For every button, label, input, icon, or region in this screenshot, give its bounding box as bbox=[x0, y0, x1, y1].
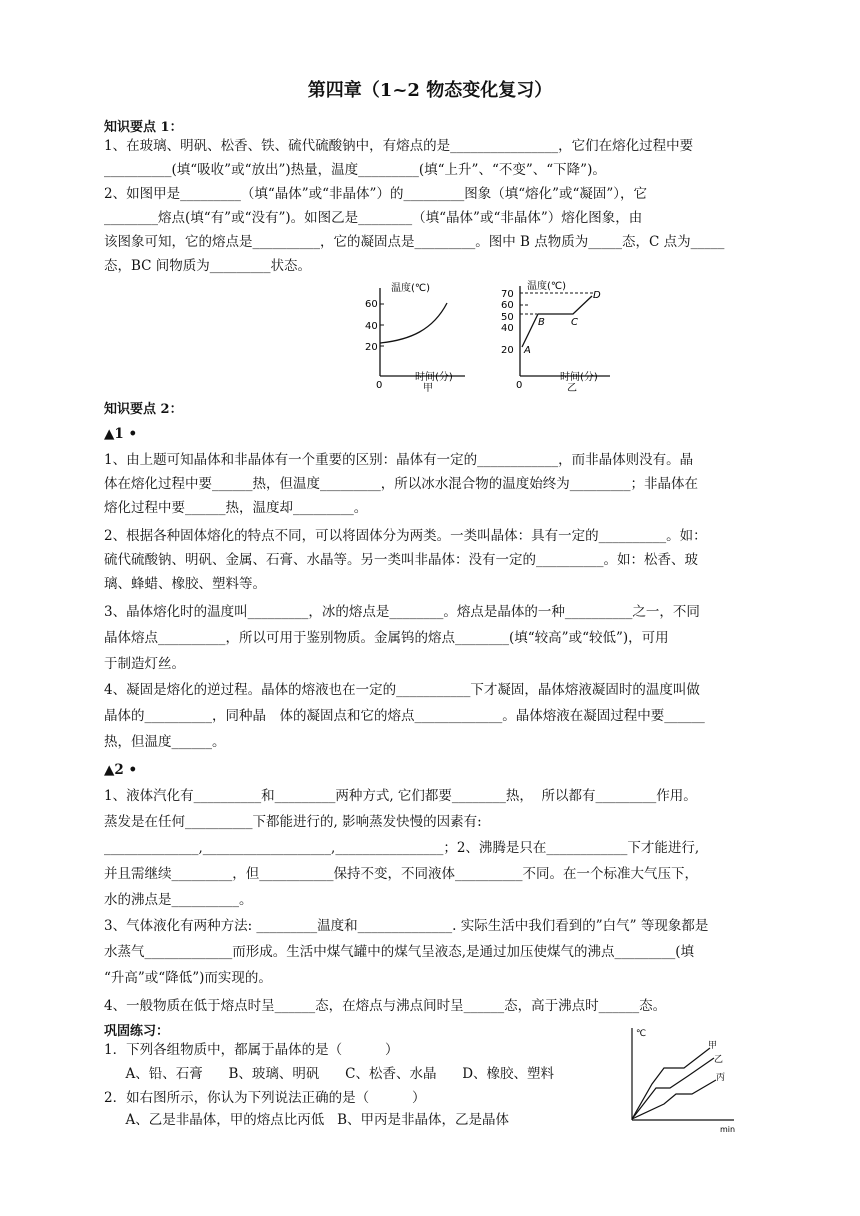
figure-question-yunit: ℃ bbox=[636, 1029, 647, 1039]
series-label-jia: 甲 bbox=[708, 1041, 718, 1051]
text-line: 熔化过程中要______热，温度却_________。 bbox=[104, 500, 368, 516]
text-line: ______________,___________________,________________；2、沸腾是只在____________下才能进行, bbox=[104, 840, 700, 856]
point-label-b: B bbox=[538, 317, 545, 328]
tick-label: 40 bbox=[501, 323, 514, 334]
tick-label: 20 bbox=[501, 345, 514, 356]
point-label-c: C bbox=[571, 317, 578, 328]
section-heading-1: 知识要点 1： bbox=[104, 120, 183, 135]
text-line: ________熔点(填“有”或“没有”)。如图乙是________（填“晶体”或“非晶体”）熔化图象，由 bbox=[104, 210, 643, 226]
figure-question-xunit: min bbox=[720, 1125, 736, 1134]
question-line: 1．下列各组物质中，都属于晶体的是（ ） bbox=[104, 1042, 399, 1058]
subsection-marker-1: ▲1 • bbox=[104, 426, 138, 442]
text-line: 体在熔化过程中要______热，但温度_________，所以冰水混合物的温度始终为_________；非晶体在 bbox=[104, 476, 698, 492]
tick-label: 60 bbox=[501, 300, 514, 311]
text-line: 4、一般物质在低于熔点时呈______态，在熔点与沸点间时呈______态，高于沸点时______态。 bbox=[104, 998, 667, 1014]
text-line: 水的沸点是__________。 bbox=[104, 892, 253, 908]
text-line: 1、在玻璃、明矾、松香、铁、硫代硫酸钠中，有熔点的是________________，它们在熔化过程中要 bbox=[104, 138, 694, 154]
series-label-yi: 乙 bbox=[714, 1055, 724, 1065]
question-line: A、乙是非晶体，甲的熔点比丙低 B、甲丙是非晶体，乙是晶体 bbox=[104, 1112, 509, 1128]
text-line: 璃、蜂蜡、橡胶、塑料等。 bbox=[104, 576, 266, 592]
point-label-d: D bbox=[593, 290, 601, 301]
figure-jia-ylabel: 温度(℃) bbox=[391, 283, 431, 294]
question-line: 2．如右图所示，你认为下列说法正确的是（ ） bbox=[104, 1090, 426, 1106]
text-line: __________(填“吸收”或“放出”)热量，温度_________(填“上升”、“不变”、“下降”)。 bbox=[104, 162, 606, 178]
tick-label: 60 bbox=[365, 299, 378, 310]
text-line: 1、由上题可知晶体和非晶体有一个重要的区别：晶体有一定的____________，而非晶体则没有。晶 bbox=[104, 452, 694, 468]
tick-label: 20 bbox=[365, 342, 378, 353]
text-line: “升高”或“降低”)而实现的。 bbox=[104, 970, 272, 986]
subsection-marker-2: ▲2 • bbox=[104, 762, 138, 778]
text-line: 并且需继续_________，但___________保持不变，不同液体__________不同。在一个标准大气压下， bbox=[104, 866, 698, 882]
question-line: A、铅、石膏 B、玻璃、明矾 C、松香、水晶 D、橡胶、塑料 bbox=[104, 1066, 555, 1082]
tick-label: 70 bbox=[501, 289, 514, 300]
section-heading-2: 知识要点 2： bbox=[104, 402, 183, 417]
text-line: 该图象可知，它的熔点是__________，它的凝固点是_________。图中 B 点物质为_____态，C 点为_____ bbox=[104, 234, 725, 250]
text-line: 3、气体液化有两种方法: _________温度和______________. 实际生活中我们看到的”白气” 等现象都是 bbox=[104, 918, 709, 934]
tick-label: 50 bbox=[501, 312, 514, 323]
text-line: 水蒸气_____________而形成。生活中煤气罐中的煤气呈液态,是通过加压使煤气的沸点_________(填 bbox=[104, 944, 695, 960]
figure-yi bbox=[495, 280, 615, 392]
origin-label: 0 bbox=[376, 380, 383, 391]
figure-yi-name: 乙 bbox=[567, 383, 577, 392]
text-line: 态，BC 间物质为_________状态。 bbox=[104, 258, 312, 274]
text-line: 晶体的__________，同种晶 体的凝固点和它的熔点_____________。晶体熔液在凝固过程中要______ bbox=[104, 708, 705, 724]
figure-jia-xlabel: 时间(分) bbox=[415, 372, 453, 383]
point-label-a: A bbox=[524, 345, 531, 356]
text-line: 4、凝固是熔化的逆过程。晶体的熔液也在一定的___________下才凝固，晶体熔液凝固时的温度叫做 bbox=[104, 682, 700, 698]
series-label-bing: 丙 bbox=[716, 1073, 726, 1083]
tick-label: 40 bbox=[365, 321, 378, 332]
text-line: 硫代硫酸钠、明矾、金属、石膏、水晶等。另一类叫非晶体：没有一定的__________。如：松香、玻 bbox=[104, 552, 698, 568]
origin-label: 0 bbox=[516, 380, 523, 391]
text-line: 3、晶体熔化时的温度叫_________，冰的熔点是________。熔点是晶体的一种__________之一，不同 bbox=[104, 604, 700, 620]
figure-question bbox=[622, 1024, 742, 1136]
section-heading-3: 巩固练习： bbox=[104, 1024, 170, 1039]
page-title: 第四章（1~2 物态变化复习） bbox=[307, 80, 553, 101]
text-line: 2、根据各种固体熔化的特点不同，可以将固体分为两类。一类叫晶体：具有一定的__________。如： bbox=[104, 528, 707, 544]
figure-yi-ylabel: 温度(℃) bbox=[527, 281, 567, 292]
text-line: 1、液体汽化有__________和_________两种方式, 它们都要________热， 所以都有_________作用。 bbox=[104, 788, 697, 804]
text-line: 晶体熔点__________，所以可用于鉴别物质。金属钨的熔点________(填“较高”或“较低”)，可用 bbox=[104, 630, 669, 646]
text-line: 于制造灯丝。 bbox=[104, 656, 185, 672]
figure-yi-xlabel: 时间(分) bbox=[560, 372, 598, 383]
figure-jia bbox=[355, 280, 470, 392]
text-line: 蒸发是在任何__________下都能进行的, 影响蒸发快慢的因素有: bbox=[104, 814, 482, 830]
text-line: 热，但温度______。 bbox=[104, 734, 226, 750]
text-line: 2、如图甲是_________（填“晶体”或“非晶体”）的_________图象（填“熔化”或“凝固”），它 bbox=[104, 186, 648, 202]
figure-jia-name: 甲 bbox=[423, 383, 433, 392]
